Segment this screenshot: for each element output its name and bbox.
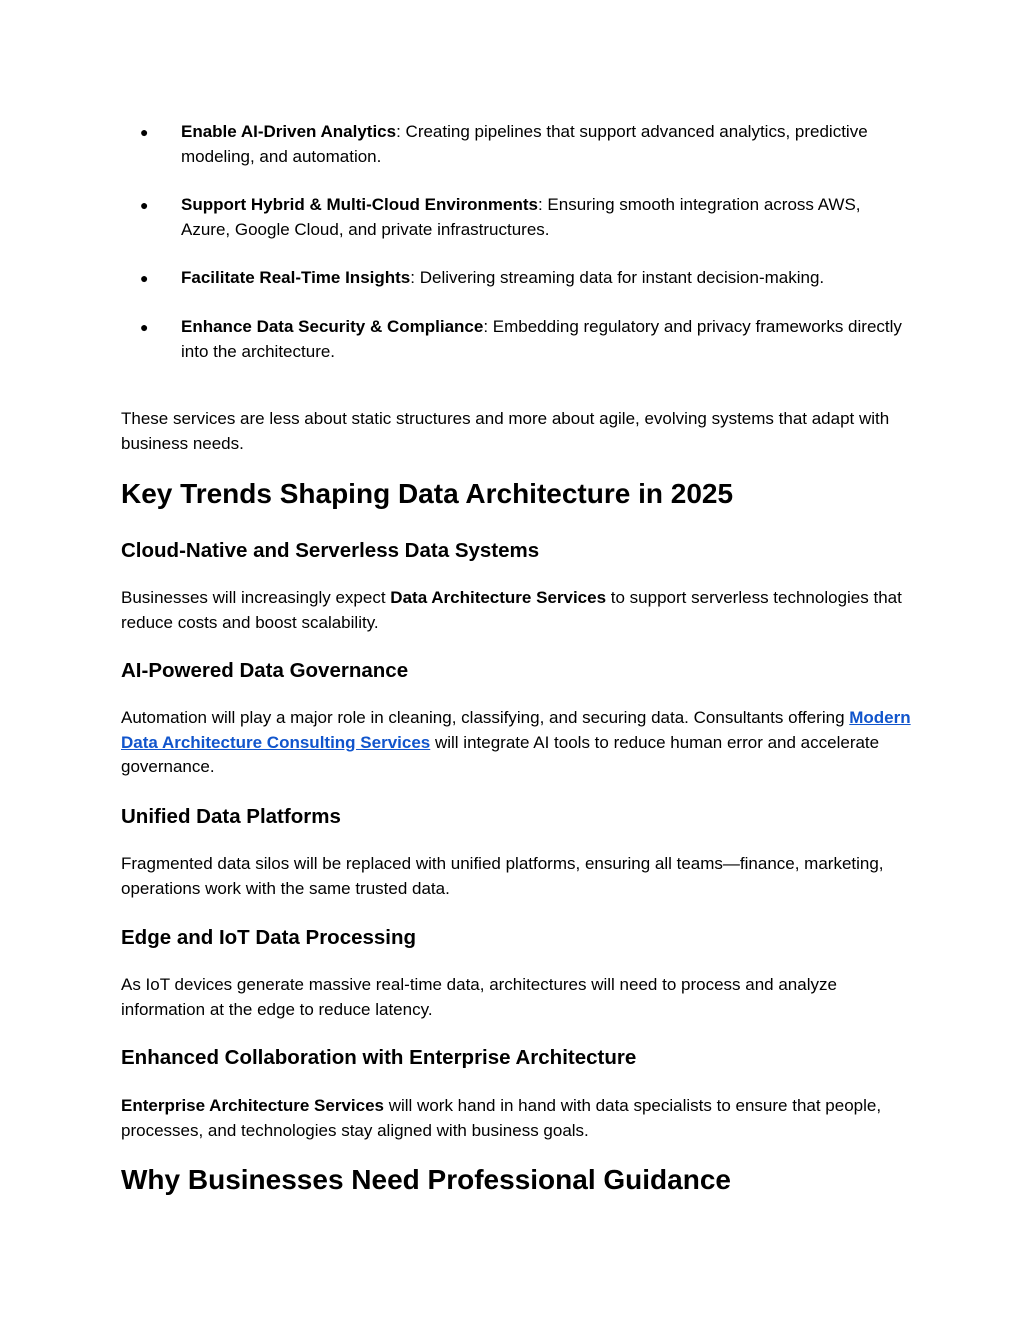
text: Automation will play a major role in cleaning, classifying, and securing data. Consultants offering: [121, 708, 850, 727]
bullet-icon: ●: [140, 197, 149, 213]
modern-data-architecture-link[interactable]: Modern Data Architecture Consulting Services: [121, 708, 911, 752]
bullet-item: [121, 193, 911, 242]
text: will work hand in hand with data specialists to ensure that people, processes, and technologies stay aligned with business goals.: [121, 1096, 882, 1140]
bullet-text: : Delivering streaming data for instant decision-making.: [410, 268, 825, 287]
paragraph-cloud-native: [121, 586, 911, 635]
subheading-edge-iot: Edge and IoT Data Processing: [121, 926, 417, 949]
bullet-icon: ●: [140, 124, 149, 140]
subheading-enterprise-collaboration: Enhanced Collaboration with Enterprise Architecture: [121, 1046, 637, 1069]
heading-key-trends: Key Trends Shaping Data Architecture in 2025: [121, 478, 734, 509]
subheading-cloud-native: Cloud-Native and Serverless Data Systems: [121, 539, 540, 562]
paragraph-ai-governance: [121, 706, 911, 780]
bullet-icon: ●: [140, 270, 149, 286]
text: to support serverless technologies that reduce costs and boost scalability.: [121, 588, 902, 632]
bullet-title: Enable AI-Driven Analytics: [181, 122, 397, 141]
paragraph-edge-iot: As IoT devices generate massive real-time data, architectures will need to process and analyze information at the edge to reduce latency.: [121, 975, 837, 1019]
bullet-item: [121, 266, 911, 291]
subheading-ai-governance: AI-Powered Data Governance: [121, 659, 409, 682]
paragraph-unified-platforms: Fragmented data silos will be replaced with unified platforms, ensuring all teams—finance, marketing, operations work with the same trusted data.: [121, 854, 884, 898]
bullet-title: Enhance Data Security & Compliance: [181, 317, 484, 336]
bullet-text: : Embedding regulatory and privacy frameworks directly into the architecture.: [181, 317, 902, 361]
bullet-title: Support Hybrid & Multi-Cloud Environments: [181, 195, 538, 214]
bullet-text: : Creating pipelines that support advanced analytics, predictive modeling, and automation.: [181, 122, 868, 166]
heading-professional-guidance: Why Businesses Need Professional Guidance: [121, 1164, 731, 1195]
paragraph-enterprise-collaboration: [121, 1094, 911, 1143]
bold-text: Enterprise Architecture Services: [121, 1096, 384, 1115]
intro-closing-paragraph: These services are less about static structures and more about agile, evolving systems that adapt with business needs.: [121, 409, 890, 453]
bold-text: Data Architecture Services: [390, 588, 607, 607]
text: Businesses will increasingly expect: [121, 588, 391, 607]
text: will integrate AI tools to reduce human error and accelerate governance.: [121, 732, 880, 776]
bullet-item: [121, 315, 911, 364]
services-bullet-list: [121, 120, 911, 388]
bullet-title: Facilitate Real-Time Insights: [181, 268, 411, 287]
bullet-text: : Ensuring smooth integration across AWS, Azure, Google Cloud, and private infrastructures.: [181, 195, 861, 239]
subheading-unified-platforms: Unified Data Platforms: [121, 805, 341, 828]
bullet-item: [121, 120, 911, 169]
bullet-icon: ●: [140, 319, 149, 335]
